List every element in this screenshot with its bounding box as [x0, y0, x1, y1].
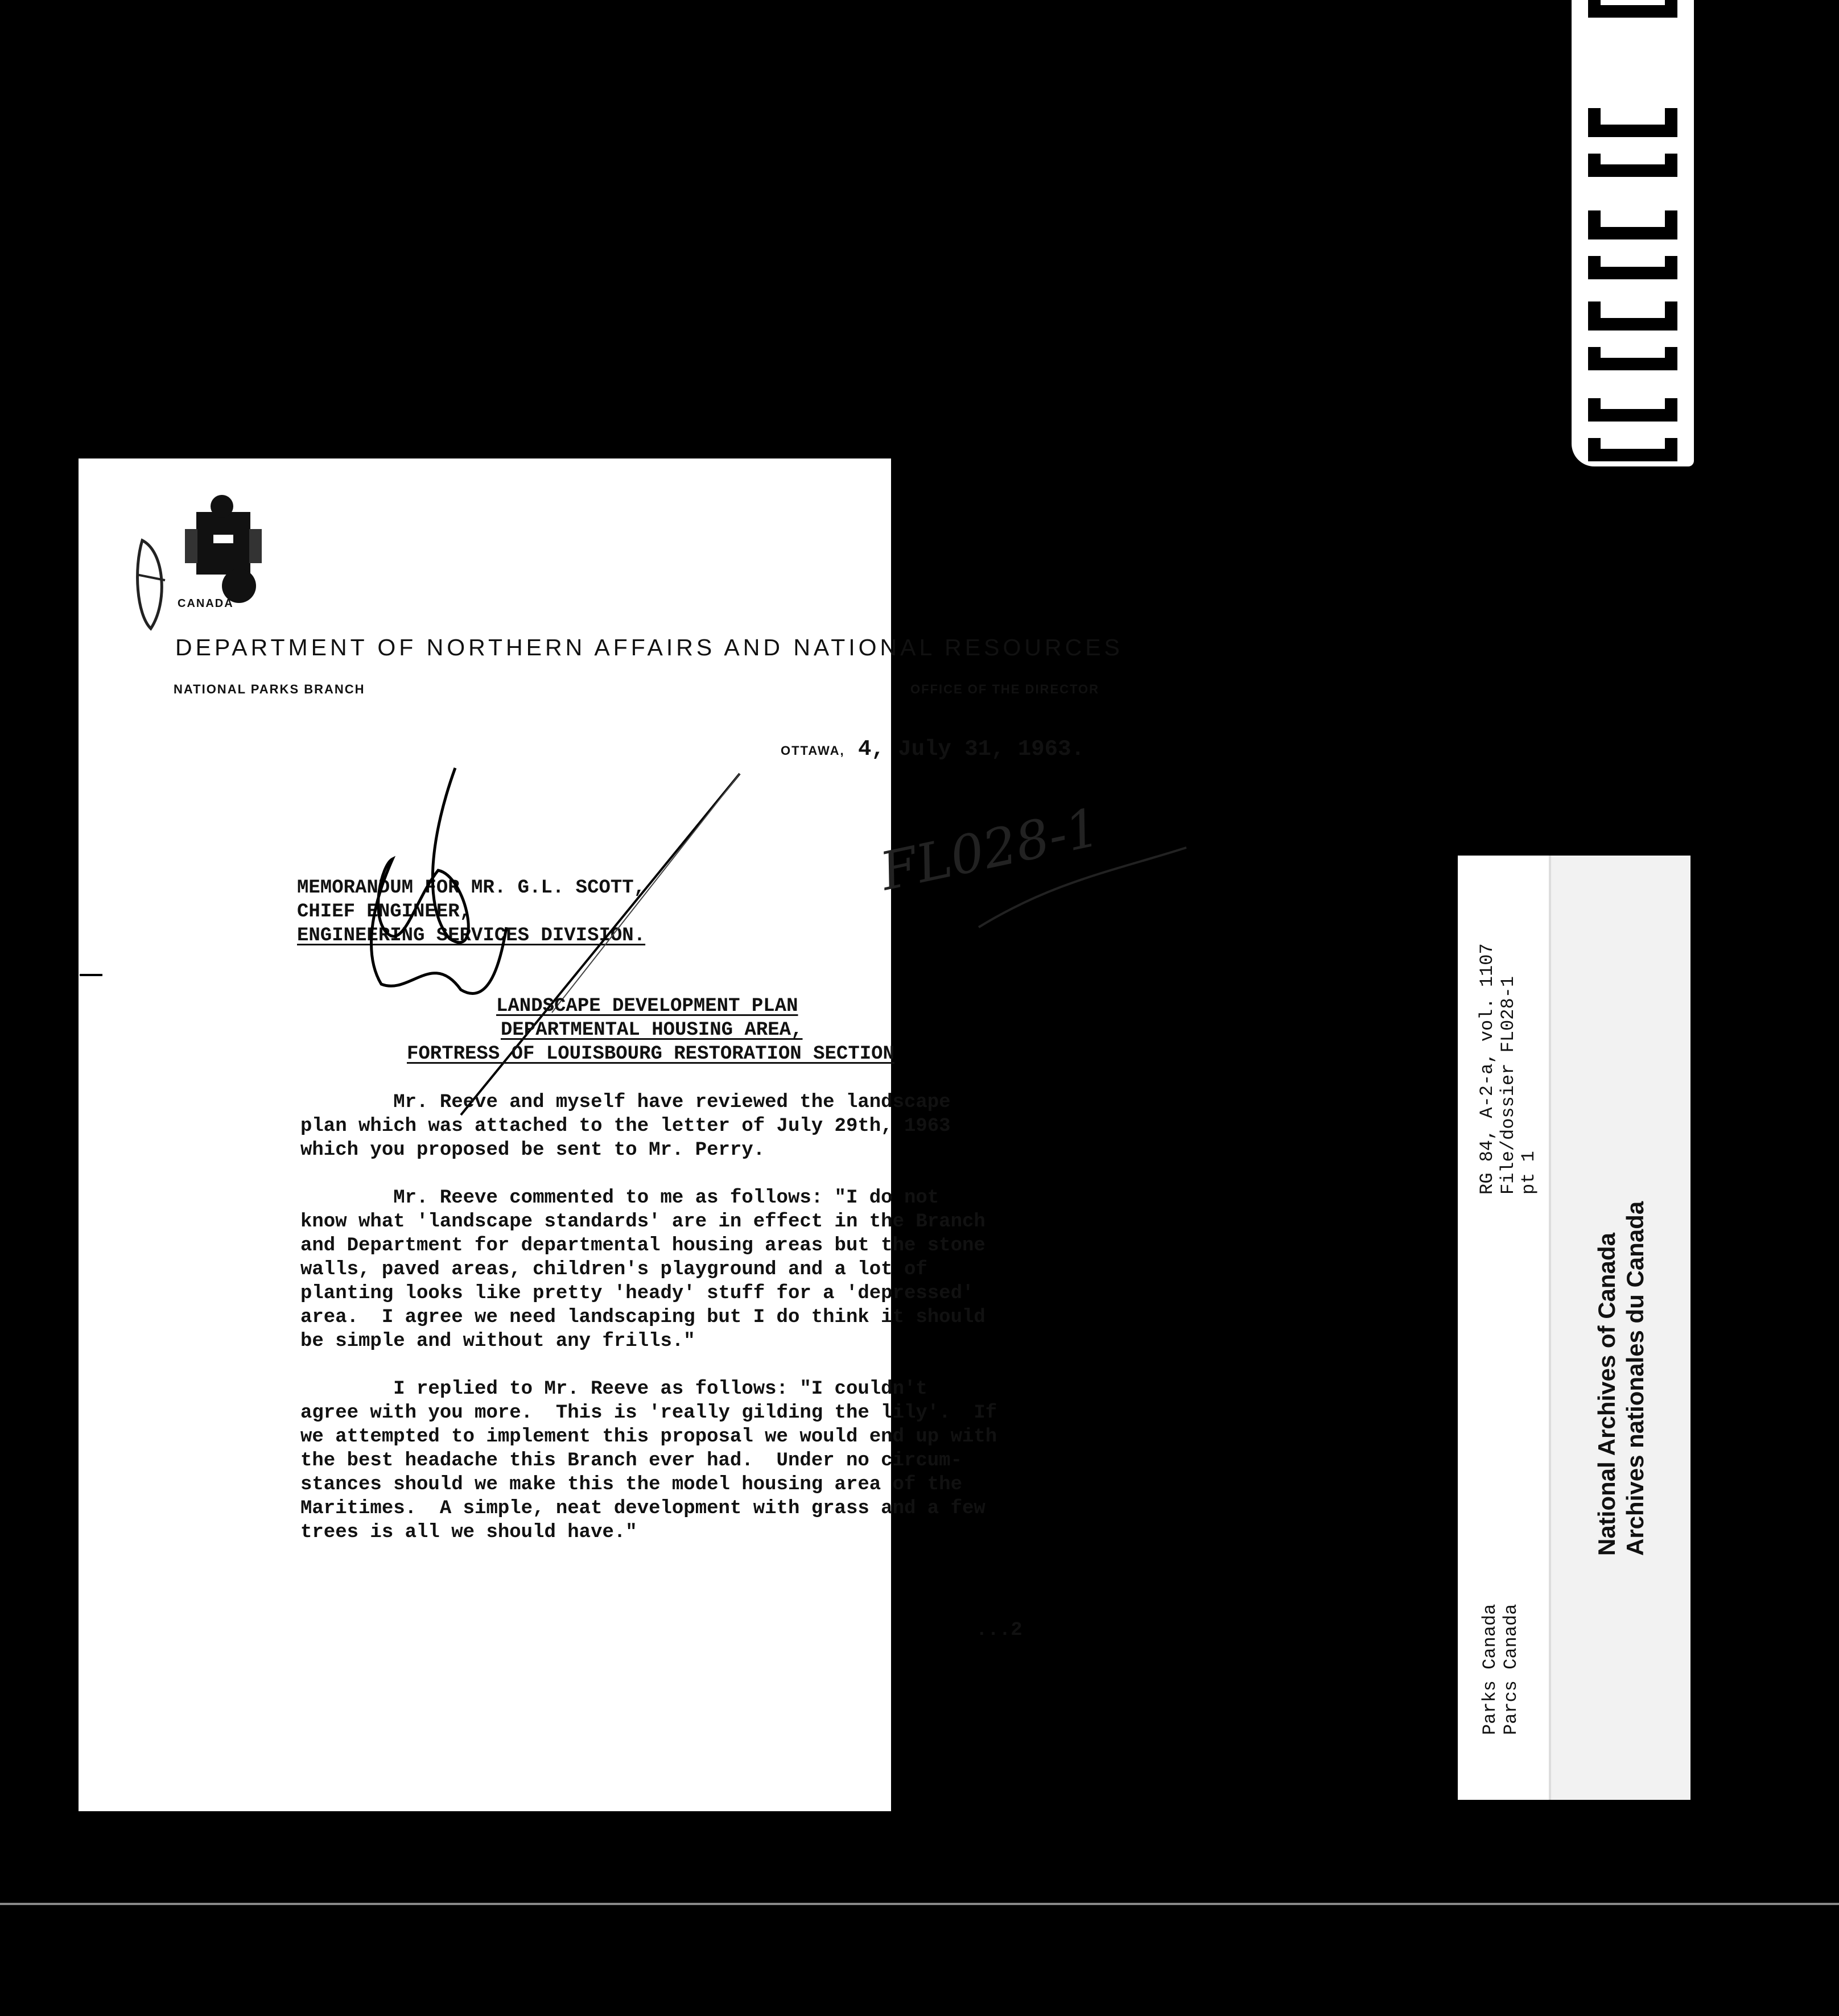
crest-label: CANADA [178, 597, 234, 610]
archive-reference-1: RG 84, A-2-a, vol. 1107 [1477, 943, 1498, 1195]
agency-english: Parks Canada [1479, 1604, 1500, 1735]
paragraph-1-line-3: which you proposed be sent to Mr. Perry. [300, 1139, 765, 1161]
paragraph-3-line-3: we attempted to implement this proposal we would end up with [300, 1426, 997, 1448]
page-continuation: ...2 [976, 1620, 1022, 1641]
handwritten-underline-icon [967, 836, 1195, 939]
paragraph-3-line-1: I replied to Mr. Reeve as follows: "I couldn't [300, 1378, 927, 1400]
paragraph-2-line-6: area. I agree we need landscaping but I do think it should [300, 1307, 986, 1328]
addressee-line-1: MEMORANDUM FOR MR. G.L. SCOTT, [297, 877, 646, 899]
addressee-line-2: CHIEF ENGINEER, [297, 901, 472, 923]
scan-bottom-rule [0, 1903, 1839, 1905]
archives-french: Archives nationales du Canada [1622, 1201, 1648, 1556]
handwritten-mark-icon [125, 535, 176, 637]
margin-tick [80, 974, 102, 976]
department-name: DEPARTMENT OF NORTHERN AFFAIRS AND NATIONAL RESOURCES [175, 634, 1123, 660]
paragraph-3-line-6: Maritimes. A simple, neat development with grass and a few [300, 1498, 986, 1519]
archive-reference-3: pt 1 [1518, 1151, 1539, 1195]
office-name: OFFICE OF THE DIRECTOR [910, 682, 1100, 696]
subject-line-3: FORTRESS OF LOUISBOURG RESTORATION SECTION [407, 1043, 894, 1065]
paragraph-3-line-7: trees is all we should have." [300, 1522, 637, 1543]
paragraph-2-line-2: know what 'landscape standards' are in effect in the Branch [300, 1211, 986, 1233]
film-frame-strip [1572, 0, 1694, 466]
paragraph-2-line-4: walls, paved areas, children's playground and a lot of [300, 1259, 927, 1280]
handwritten-file-number: FL028-1 [875, 796, 1106, 903]
branch-name: NATIONAL PARKS BRANCH [174, 682, 365, 696]
agency-french: Parcs Canada [1500, 1604, 1521, 1735]
paragraph-3-line-2: agree with you more. This is 'really gilding the lily'. If [300, 1402, 997, 1424]
dateline-mark: 4, [858, 737, 885, 762]
paragraph-3-line-4: the best headache this Branch ever had. Under no circum- [300, 1450, 962, 1472]
paragraph-2-line-1: Mr. Reeve commented to me as follows: "I do not [300, 1187, 939, 1209]
subject-line-1: LANDSCAPE DEVELOPMENT PLAN [496, 995, 798, 1017]
paragraph-2-line-5: planting looks like pretty 'heady' stuff for a 'depressed' [300, 1283, 974, 1304]
signature-icon [319, 762, 774, 1126]
paragraph-2-line-7: be simple and without any frills." [300, 1331, 695, 1352]
paragraph-1-line-1: Mr. Reeve and myself have reviewed the landscape [300, 1092, 951, 1113]
dateline-city: OTTAWA, [781, 743, 845, 758]
film-frame-marks [1572, 0, 1694, 466]
dateline [781, 737, 1085, 762]
addressee-line-3: ENGINEERING SERVICES DIVISION. [297, 925, 646, 947]
archives-english: National Archives of Canada [1593, 1233, 1620, 1556]
dateline-date: July 31, 1963. [898, 737, 1085, 762]
coat-of-arms-icon [165, 489, 273, 609]
paragraph-3-line-5: stances should we make this the model housing area of the [300, 1474, 962, 1496]
paragraph-2-line-3: and Department for departmental housing areas but the stone [300, 1235, 986, 1257]
subject-line-2: DEPARTMENTAL HOUSING AREA, [501, 1019, 803, 1041]
archive-reference-2: File/dossier FL028-1 [1498, 976, 1519, 1195]
paragraph-1-line-2: plan which was attached to the letter of July 29th, 1963 [300, 1116, 951, 1137]
